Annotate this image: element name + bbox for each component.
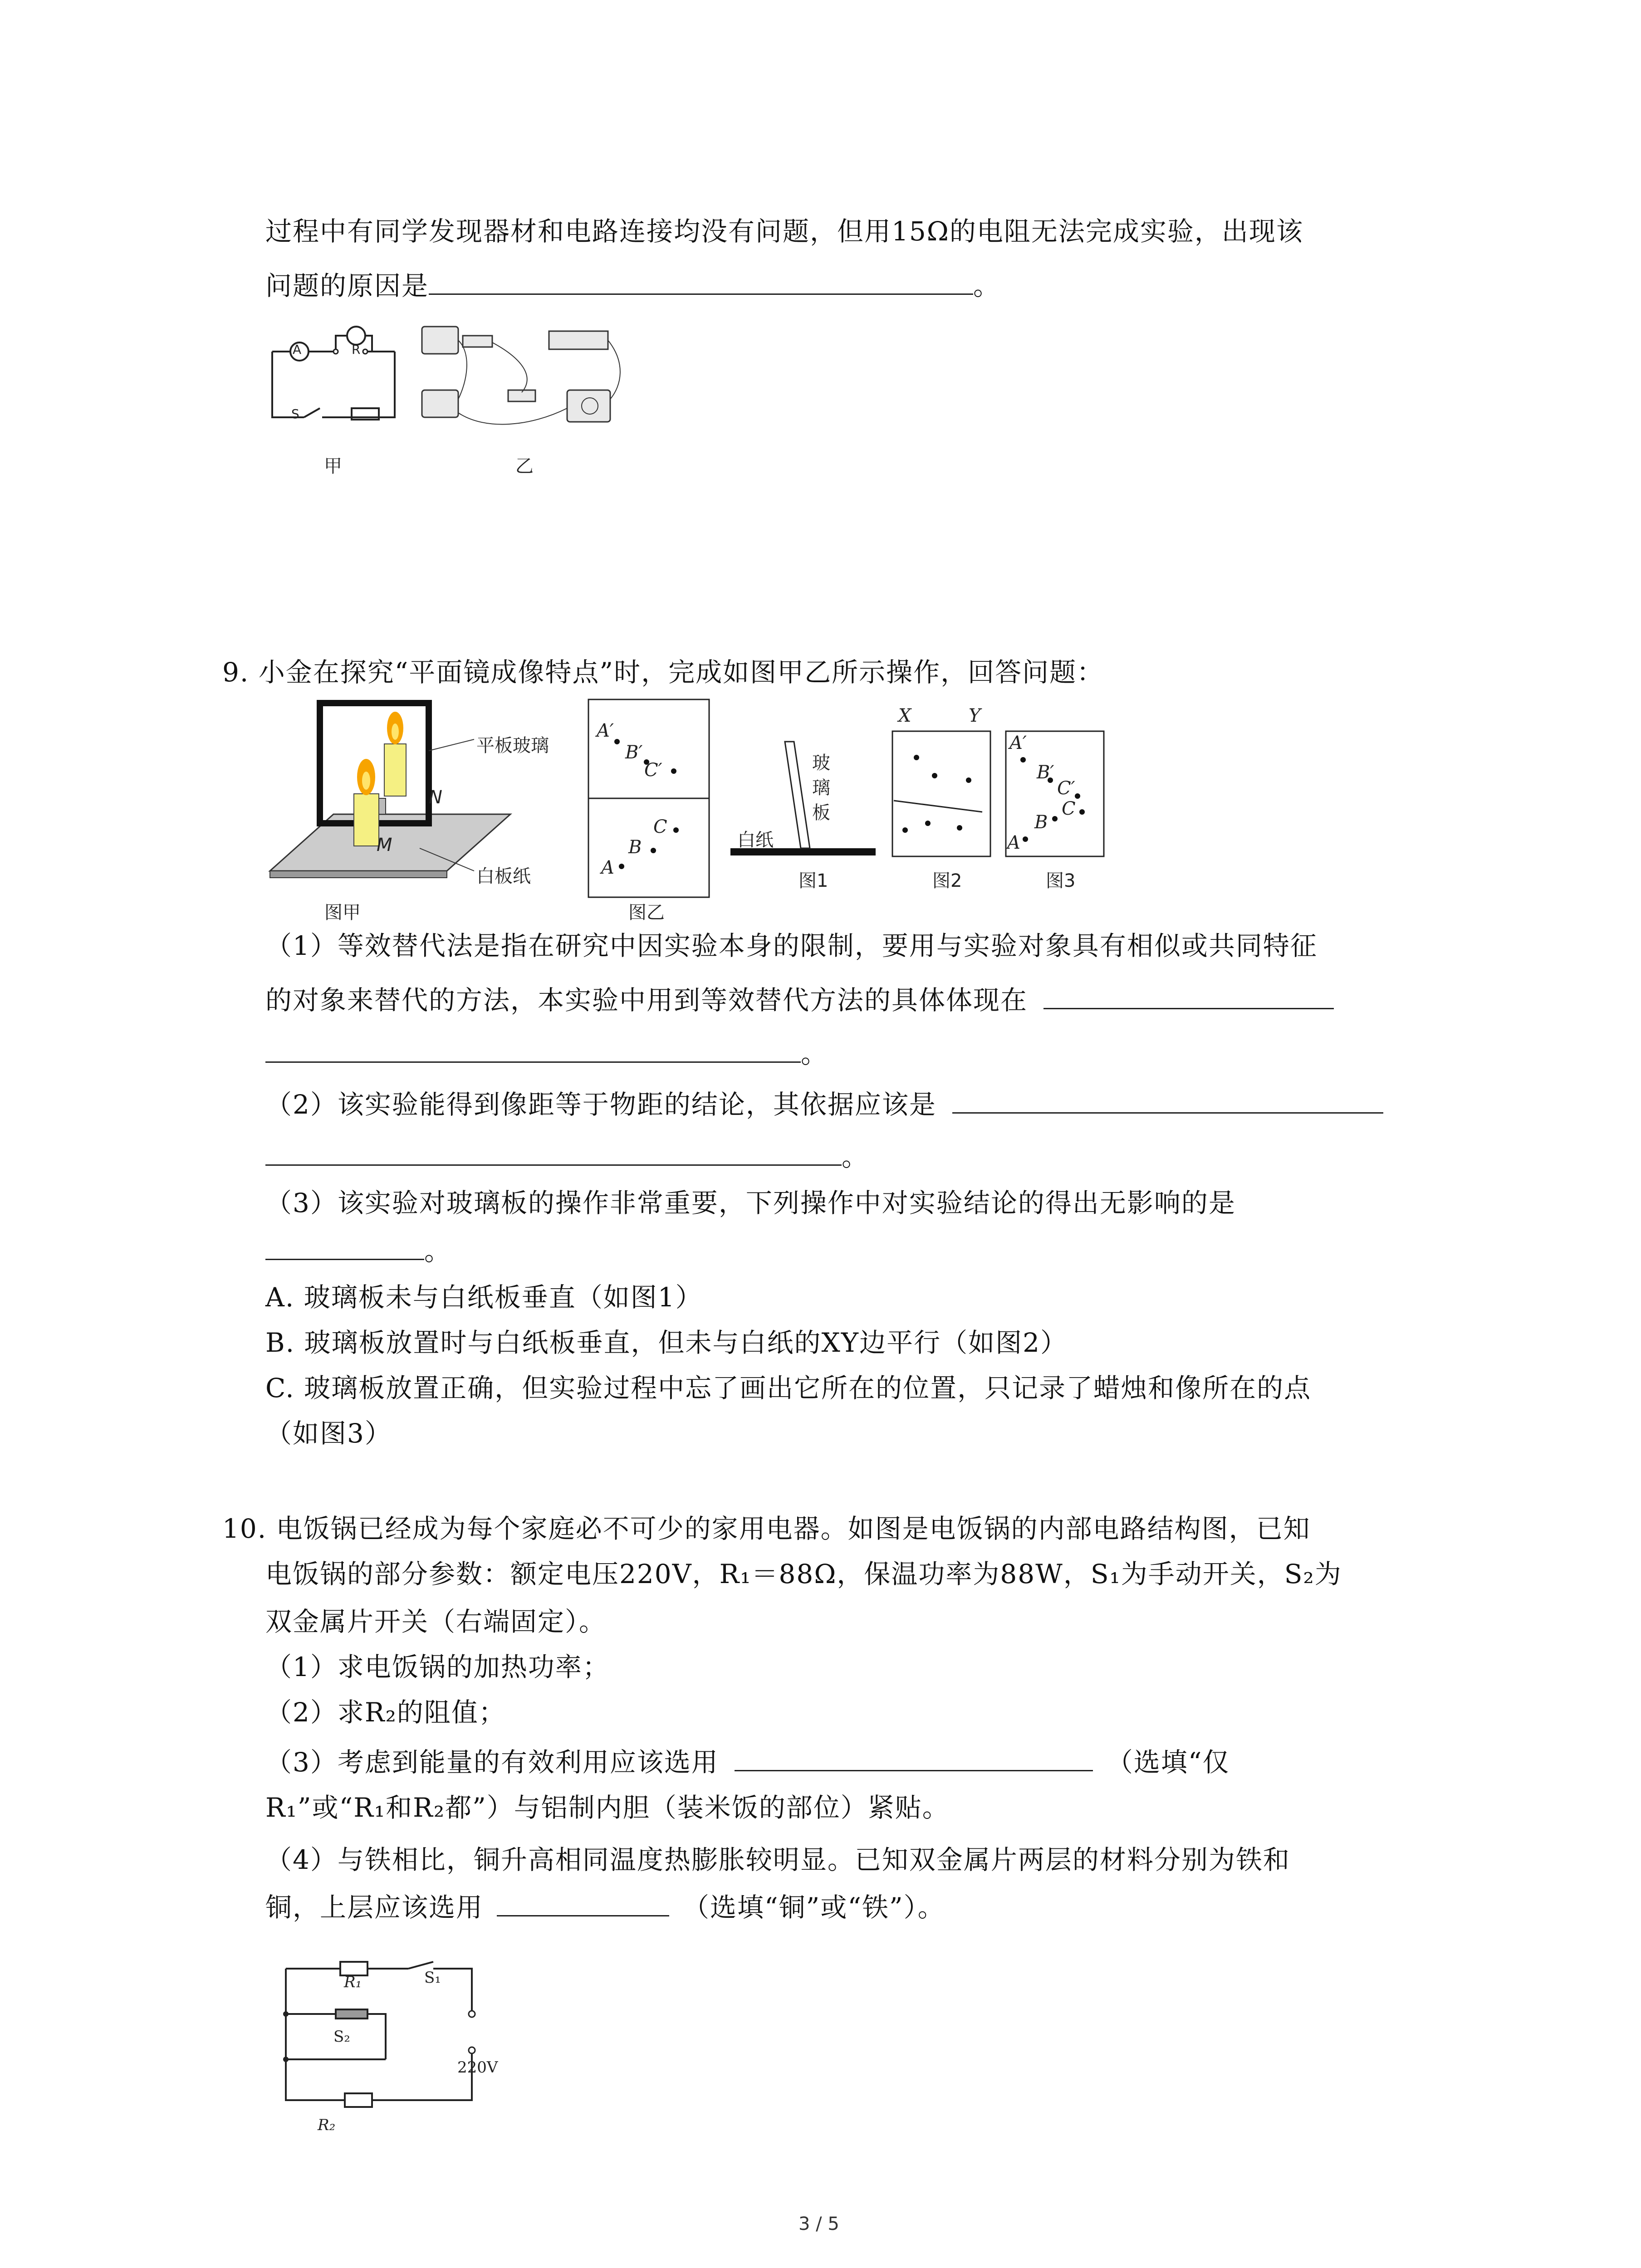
q9-label-plate-glass: 平板玻璃 — [476, 735, 549, 756]
q9-label-B-prime-3: B′ — [1037, 762, 1054, 783]
q10-part4-answer-blank[interactable] — [497, 1892, 669, 1916]
q9-figure-jia-caption: 图甲 — [324, 902, 361, 923]
q10-label-S1: S₁ — [424, 1969, 441, 1987]
q9-label-B-yi: B — [628, 837, 642, 858]
q9-label-Y: Y — [969, 705, 981, 726]
q9-label-C-prime-3: C′ — [1057, 778, 1075, 799]
q9-part2-answer-blank-a[interactable] — [952, 1089, 1383, 1114]
q9-label-C-prime-yi: C′ — [644, 760, 662, 781]
q9-part3-line2 — [265, 1233, 451, 1269]
q8-text-line1: 过程中有同学发现器材和电路连接均没有问题，但用15Ω的电阻无法完成实验，出现该 — [265, 216, 1303, 247]
q10-part3-line1 — [265, 1744, 1230, 1780]
q9-option-c-line2: （如图3） — [265, 1418, 392, 1449]
q9-part3-end: 。 — [424, 1236, 452, 1266]
q9-figure-1-caption: 图1 — [798, 870, 828, 891]
q10-label-S2: S₂ — [333, 2028, 350, 2046]
q9-part3-line1: （3）该实验对玻璃板的操作非常重要，下列操作中对实验结论的得出无影响的是 — [265, 1188, 1236, 1218]
q9-part2-end: 。 — [842, 1141, 869, 1172]
q9-label-C-3: C — [1062, 798, 1076, 819]
q8-figure-yi-equipment — [417, 318, 631, 440]
q10-label-220V: 220V — [457, 2058, 498, 2077]
q9-option-c-line1: C. 玻璃板放置正确，但实验过程中忘了画出它所在的位置，只记录了蜡烛和像所在的点 — [265, 1373, 1312, 1403]
q10-circuit-diagram — [277, 1950, 490, 2118]
q9-part1-answer-blank-b[interactable] — [265, 1038, 801, 1063]
q9-label-B-3: B — [1034, 812, 1048, 833]
q10-stem-line3: 双金属片开关（右端固定）。 — [265, 1606, 607, 1637]
q9-label-glass-2: 璃 — [812, 777, 830, 798]
q9-label-C-yi: C — [653, 816, 667, 837]
q10-part4-suffix: （选填“铜”或“铁”）。 — [683, 1892, 945, 1923]
q9-label-N: N — [429, 787, 442, 808]
q8-text-line2 — [265, 268, 1000, 304]
q10-label-R2: R₂ — [318, 2116, 336, 2134]
q9-figure-2-glass-not-parallel — [892, 730, 991, 857]
q9-option-a: A. 玻璃板未与白纸板垂直（如图1） — [265, 1282, 703, 1313]
q9-label-A-yi: A — [601, 857, 614, 878]
q10-label-R1: R₁ — [344, 1973, 362, 1991]
q9-part1-answer-blank-a[interactable] — [1043, 984, 1334, 1009]
q10-part4-line1: （4）与铁相比，铜升高相同温度热膨胀较明显。已知双金属片两层的材料分别为铁和 — [265, 1844, 1290, 1875]
q9-label-A-prime-yi: A′ — [597, 720, 614, 741]
q8-figure-jia-caption: 甲 — [324, 456, 342, 477]
q10-part3-line2: R₁”或“R₁和R₂都”）与铝制内胆（装米饭的部位）紧贴。 — [265, 1792, 950, 1823]
q9-part1-end: 。 — [801, 1038, 828, 1069]
q10-part1: （1）求电饭锅的加热功率； — [265, 1652, 610, 1682]
q9-figure-yi-caption: 图乙 — [628, 902, 665, 923]
q9-label-A-3: A — [1007, 832, 1020, 853]
q9-part2-answer-blank-b[interactable] — [265, 1141, 842, 1166]
q9-label-X: X — [898, 705, 911, 726]
q8-figure-jia-circuit — [263, 308, 408, 445]
q9-label-white-board: 白板纸 — [476, 866, 531, 887]
q8-text-line2-prefix: 问题的原因是 — [265, 270, 429, 301]
q9-part1-line1: （1）等效替代法是指在研究中因实验本身的限制，要用与实验对象具有相似或共同特征 — [265, 930, 1318, 961]
q10-part2: （2）求R₂的阻值； — [265, 1697, 506, 1728]
q8-text-line2-suffix: 。 — [973, 270, 1001, 301]
q10-part3-text: （3）考虑到能量的有效利用应该选用 — [265, 1747, 719, 1778]
q10-part4-text: 铜，上层应该选用 — [265, 1892, 484, 1923]
q9-label-white-paper: 白纸 — [737, 830, 774, 850]
q9-figure-3-caption: 图3 — [1046, 870, 1076, 891]
q10-part3-suffix: （选填“仅 — [1106, 1747, 1230, 1778]
q10-part4-line2 — [265, 1889, 945, 1926]
q9-part3-answer-blank[interactable] — [265, 1235, 424, 1260]
q8-figure-yi-caption: 乙 — [515, 456, 534, 477]
q10-stem-line1: 10. 电饭锅已经成为每个家庭必不可少的家用电器。如图是电饭锅的内部电路结构图，已知 — [222, 1513, 1311, 1544]
q9-figure-2-caption: 图2 — [932, 870, 962, 891]
q10-part3-answer-blank[interactable] — [735, 1746, 1093, 1771]
q9-part2-text: （2）该实验能得到像距等于物距的结论，其依据应该是 — [265, 1089, 936, 1120]
page-number: 3 / 5 — [798, 2214, 839, 2234]
q10-stem-line2: 电饭锅的部分参数：额定电压220V，R₁＝88Ω，保温功率为88W，S₁为手动开关，S₂为 — [265, 1559, 1342, 1589]
q9-part2-line2 — [265, 1139, 869, 1175]
q9-option-b: B. 玻璃板放置时与白纸板垂直，但未与白纸的XY边平行（如图2） — [265, 1327, 1068, 1358]
q9-label-glass-1: 玻 — [812, 753, 830, 773]
q9-label-A-prime-3: A′ — [1009, 733, 1027, 753]
q9-label-B-prime-yi: B′ — [625, 742, 643, 763]
q9-part2-line1 — [265, 1086, 1383, 1123]
q9-part1-line2 — [265, 982, 1334, 1018]
q9-label-glass-3: 板 — [812, 802, 830, 823]
q9-stem: 9. 小金在探究“平面镜成像特点”时，完成如图甲乙所示操作，回答问题： — [222, 657, 1104, 688]
q9-part1-line3 — [265, 1036, 828, 1072]
q9-label-M: M — [377, 835, 392, 855]
q8-answer-blank[interactable] — [429, 270, 973, 295]
q9-part1-line2-text: 的对象来替代的方法，本实验中用到等效替代方法的具体体现在 — [265, 985, 1028, 1016]
